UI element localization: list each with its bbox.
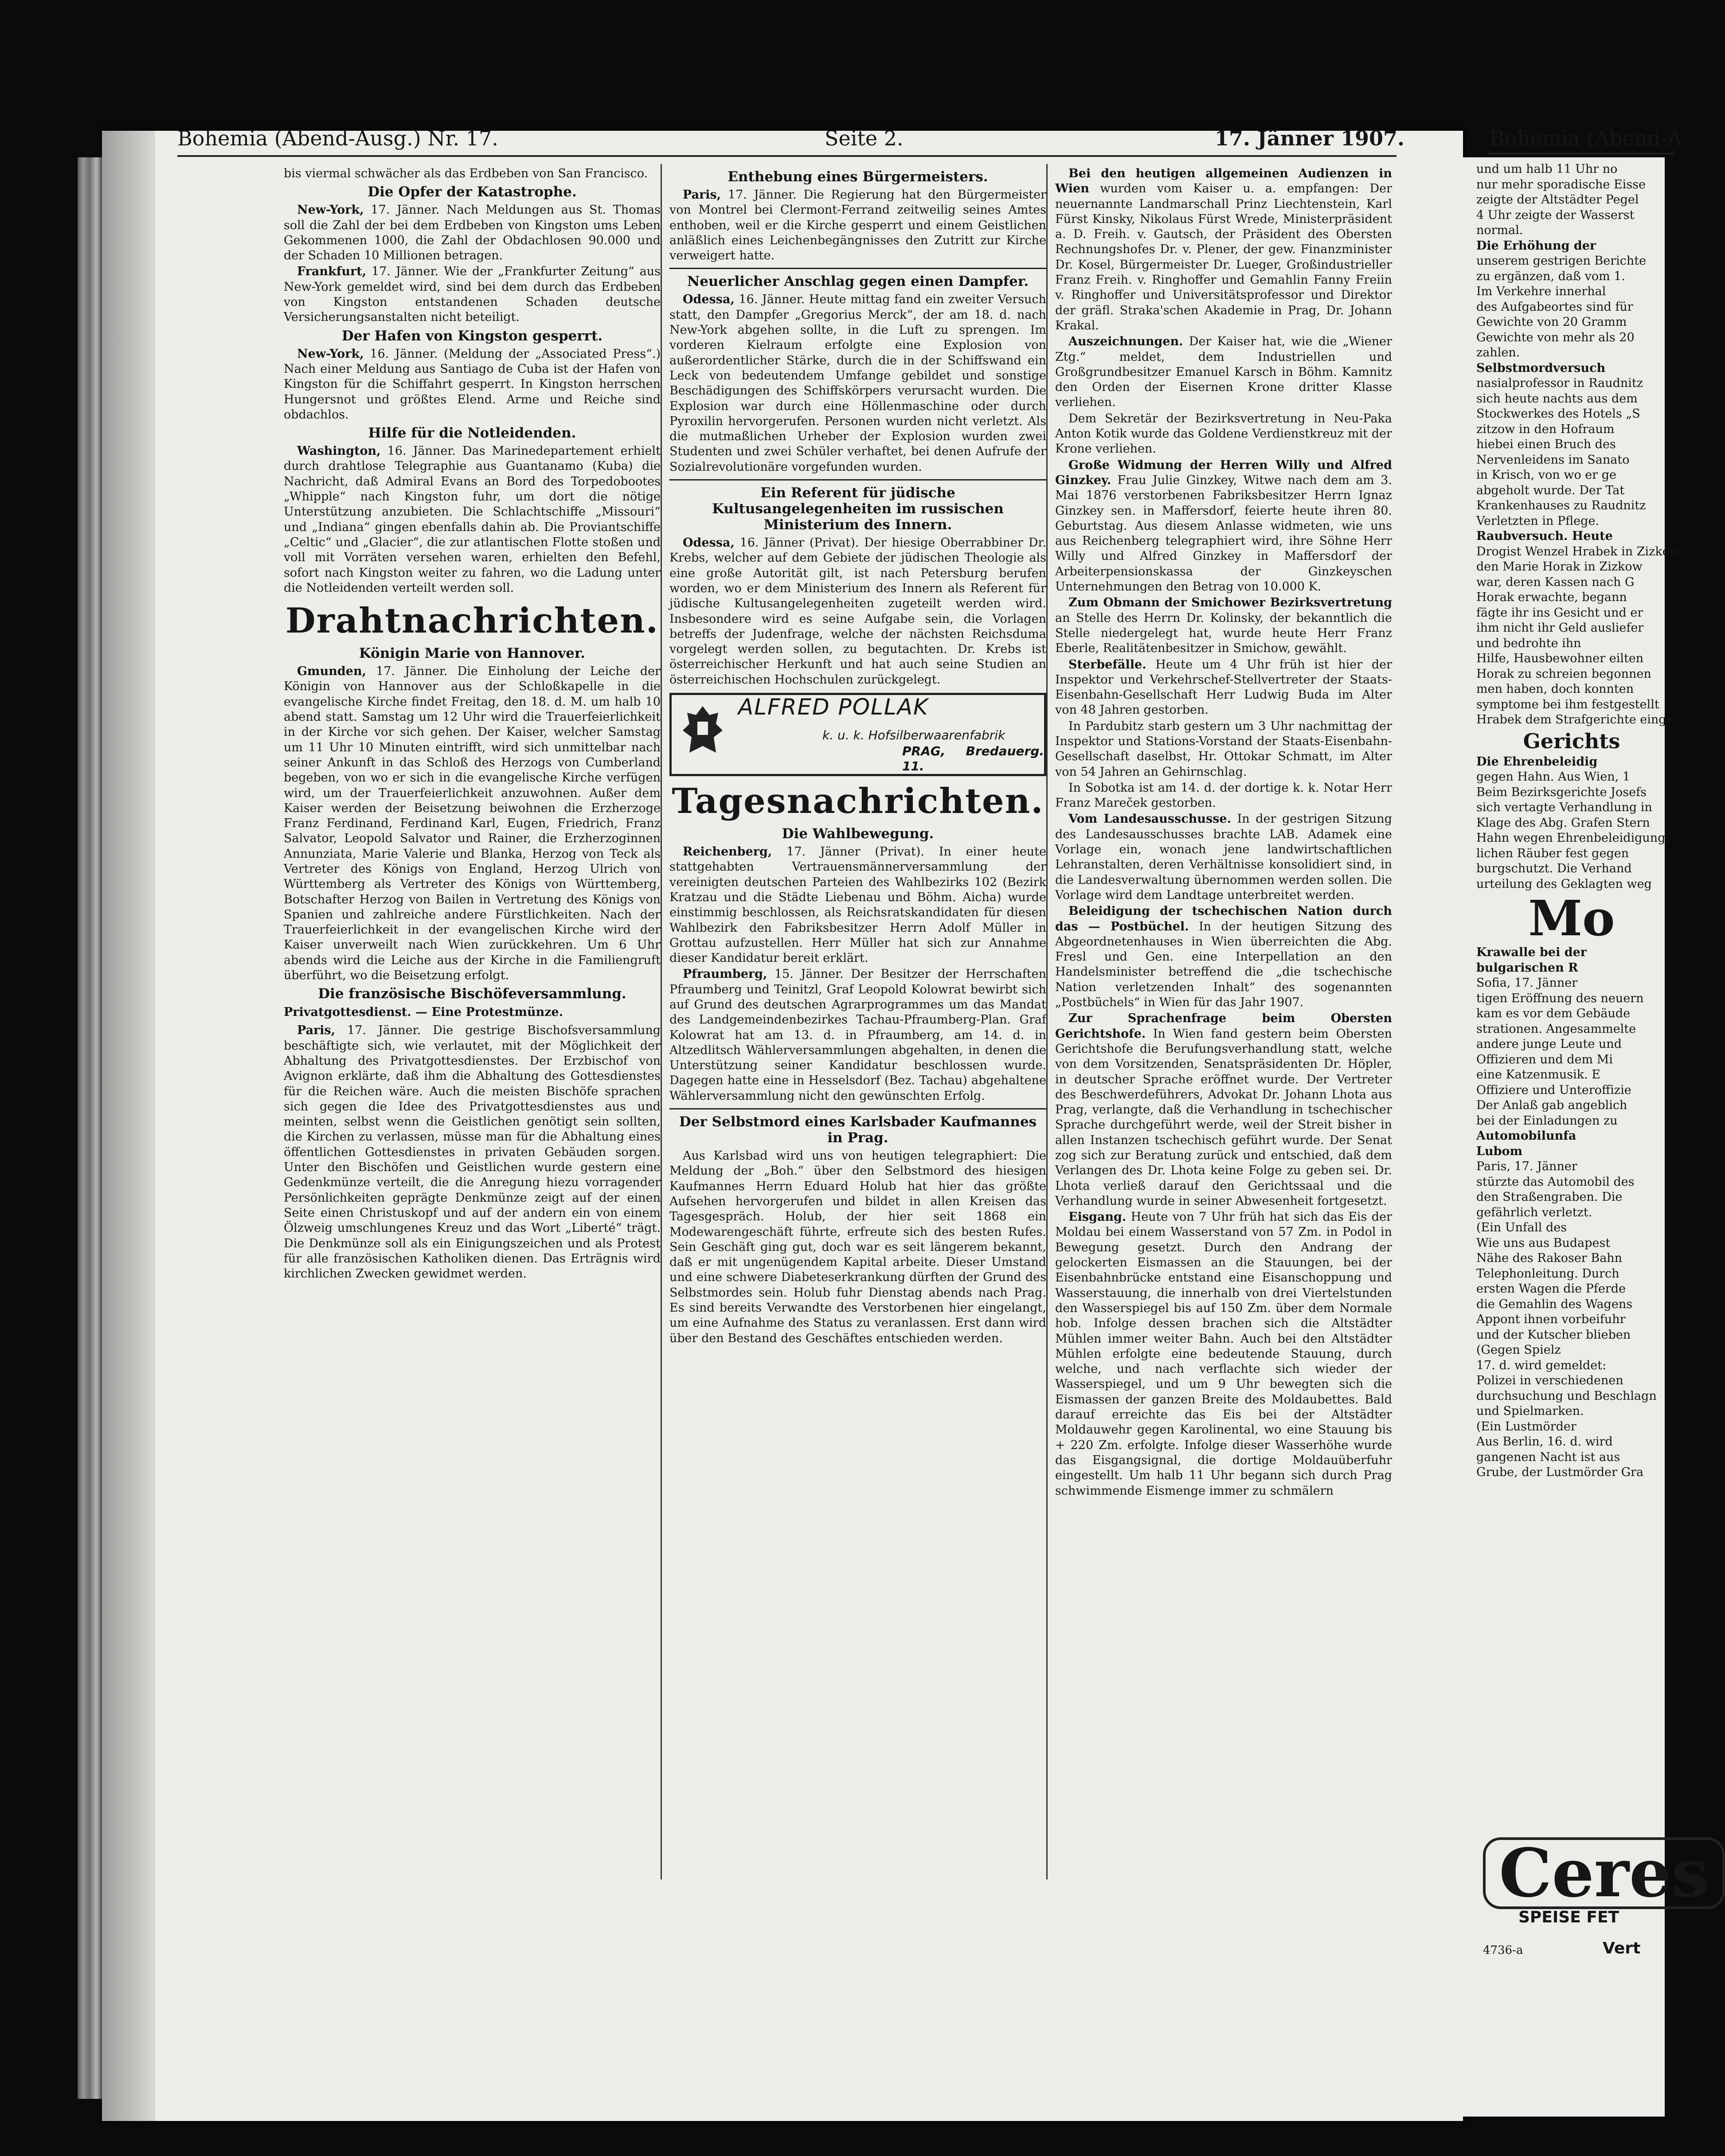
header-date: 17. Jänner 1907.	[1215, 126, 1405, 150]
next-page-line: Aus Berlin, 16. d. wird	[1476, 1435, 1613, 1449]
section-title-drahtnachrichten: Drahtnachrichten.	[286, 601, 659, 641]
article-text: Eisgang. Heute von 7 Uhr früh hat sich das Eis der Moldau bei einem Wasserstand von 57 Zm. in Podol in Bewegung gesetzt. Durch den Andrang der gelockerten Eismassen an die Stauungen, bei der Eisenbahnbrücke entstand eine Eisanschoppung und Wasserstauung, die innerhalb von drei Viertelstunden den Wasserspiegel bis auf 150 Zm. über dem Normale hob. Infolge dessen brachen sich die Altstädter Mühlen immer weiter Bahn. Auch bei den Altstädter Mühlen erfolgte eine bedeutende Stauung, durch welche, und nach verflachte sich wieder der Wasserspiegel, und um 9 Uhr bewegten sich die Eismassen der ganzen Breite des Moldaubettes. Bald darauf erreichte das Eis bei der Altstädter Moldauwehr gegen Karolinental, wo eine Stauung bis + 220 Zm. erfolgte. Infolge dieser Wasserhöhe wurde das Eisgangsignal, die dortige Moldauüberfuhr eingestellt. Um halb 11 Uhr begann sich durch Prag schwimmende Eismenge immer zu schmälern	[1055, 1210, 1392, 1498]
divider	[669, 268, 1046, 269]
next-page-line: zu ergänzen, daß vom 1.	[1476, 269, 1626, 283]
next-page-line: unserem gestrigen Berichte	[1476, 254, 1647, 268]
article-text: Odessa, 16. Jänner. Heute mittag fand ein zweiter Versuch statt, den Dampfer „Gregorius Merck“, der am 18. d. nach New-York abgehen sollte, in die Luft zu sprengen. Im vorderen Kielraum erfolgte eine Explosion von außerordentlicher Stärke, durch die in der Schiffswand ein Leck von bedeutendem Umfange gebildet und sonstige Beschädigungen des Schiffskörpers verursacht wurden. Die Explosion war durch eine Höllenmaschine oder durch Pyroxilin hervorgerufen. Personen wurden nicht verletzt. Als die mutmaßlichen Urheber der Explosion wurden zwei Studenten und zwei Schüler verhaftet, bei denen Aufrufe der Sozialrevolutionäre vorgefunden wurden.	[669, 293, 1046, 474]
column-separator-1	[661, 164, 662, 1879]
next-page-line: Verletzten in Pflege.	[1476, 514, 1600, 528]
next-page-line: eine Katzenmusik. E	[1476, 1068, 1600, 1082]
sub-heading: Privatgottesdienst. — Eine Protestmünze.	[284, 1005, 563, 1019]
next-page-line: Offiziere und Unteroffizie	[1476, 1083, 1631, 1097]
next-page-line: Krawalle bei der	[1476, 945, 1587, 959]
next-page-line: sich heute nachts aus dem	[1476, 391, 1638, 406]
next-page-line: Gerichts	[1523, 729, 1620, 753]
next-page-line: abgeholt wurde. Der Tat	[1476, 483, 1625, 497]
ceres-logo: Ceres	[1483, 1837, 1725, 1909]
next-page-line: (Ein Lustmörder	[1476, 1419, 1576, 1433]
ad-vert: Vert	[1603, 1939, 1641, 1957]
next-page-line: nur mehr sporadische Eisse	[1476, 177, 1646, 191]
header-title: Bohemia (Abend-Ausg.) Nr. 17.	[177, 126, 498, 150]
section-heading: Der Hafen von Kingston gesperrt.	[341, 328, 603, 344]
next-page-line: Mo	[1528, 890, 1615, 947]
section-heading: Die Opfer der Katastrophe.	[368, 184, 577, 200]
next-page-line: Stockwerkes des Hotels „S	[1476, 407, 1640, 421]
next-page-line: men haben, doch konnten	[1476, 682, 1634, 696]
next-page-fragment	[1456, 126, 1709, 2117]
article-text: In Pardubitz starb gestern um 3 Uhr nachmittag der Inspektor und Stations-Vorstand der Staats-Eisenbahn-Gesellschaft daselbst, Hr. Ottokar Schmatt, im Alter von 54 Jahren an Gehirnschlag.	[1055, 719, 1392, 779]
next-page-line: strationen. Angesammelte	[1476, 1022, 1636, 1036]
next-page-line: den Marie Horak in Zizkow	[1476, 560, 1643, 574]
next-page-line: gegen Hahn. Aus Wien, 1	[1476, 770, 1631, 784]
next-page-line: war, deren Kassen nach G	[1476, 575, 1635, 589]
next-page-line: Appont ihnen vorbeifuhr	[1476, 1312, 1626, 1326]
crest-icon	[681, 704, 725, 757]
next-page-line: ihm nicht ihr Geld ausliefer	[1476, 621, 1644, 635]
next-page-line: zitzow in den Hofraum	[1476, 422, 1615, 436]
next-page-line: die Gemahlin des Wagens	[1476, 1297, 1633, 1311]
next-page-line: bulgarischen R	[1476, 961, 1578, 975]
next-page-line: Krankenhauses zu Raudnitz	[1476, 499, 1646, 512]
article-text: Zum Obmann der Smichower Bezirksvertretung an Stelle des Herrn Dr. Kolinsky, der bekanntlich die Stelle niedergelegt hat, wurde heute Herr Franz Eberle, Realitätenbesitzer in Smichow, gewählt.	[1055, 596, 1392, 656]
section-heading: Hilfe für die Notleidenden.	[368, 425, 576, 441]
section-heading: Der Selbstmord eines Karlsbader Kaufmannes in Prag.	[679, 1114, 1037, 1146]
next-page-line: nasialprofessor in Raudnitz	[1476, 376, 1643, 390]
next-page-line: Sofia, 17. Jänner	[1476, 976, 1578, 990]
article-text: New-York, 17. Jänner. Nach Meldungen aus St. Thomas soll die Zahl der bei dem Erdbeben von Kingston ums Leben Gekommenen 1000, die Zahl der Obdachlosen 90.000 und der Schaden 10 Millionen betragen.	[284, 203, 661, 263]
section-title-tagesnachrichten: Tagesnachrichten.	[672, 781, 1044, 822]
article-text: Washington, 16. Jänner. Das Marinedepartement erhielt durch drahtlose Telegraphie aus Guantanamo (Kuba) die Nachricht, daß Admiral Evans an Bord des Torpedobootes „Whipple“ nach Kingston fuhr, um dort die nötige Unterstützung anzubieten. Die Schlachtschiffe „Missouri“ und „Indiana“ gingen ebenfalls dahin ab. Die Proviantschiffe „Celtic“ und „Glacier“, die zur atlantischen Flotte stoßen und voll mit Vorräten versehen waren, erhielten den Befehl, sofort nach Kingston weiter zu fahren, wo die Ladung unter die Notleidenden verteilt werden soll.	[284, 444, 661, 595]
next-page-line: zahlen.	[1476, 346, 1520, 359]
next-page-line: gangenen Nacht ist aus	[1476, 1450, 1620, 1464]
next-page-line: des Aufgabeortes sind für	[1476, 300, 1633, 314]
next-page-line: zeigte der Altstädter Pegel	[1476, 193, 1639, 207]
next-page-line: andere junge Leute und	[1476, 1037, 1622, 1051]
next-page-lines	[1476, 162, 1680, 1480]
next-page-line: Drogist Wenzel Hrabek in Zizkow	[1476, 544, 1680, 559]
section-heading: Königin Marie von Hannover.	[359, 645, 586, 662]
next-page-line: Raubversuch. Heute	[1476, 529, 1613, 543]
article-text: Frankfurt, 17. Jänner. Wie der „Frankfurter Zeitung“ aus New-York gemeldet wird, sind bei dem durch das Erdbeben von Kingston entstandenen Schaden deutsche Versicherungsanstalten nicht beteiligt.	[284, 265, 661, 324]
next-page-line: Grube, der Lustmörder Gra	[1476, 1465, 1644, 1479]
page-header	[177, 126, 1405, 153]
article-text: Paris, 17. Jänner. Die Regierung hat den Bürgermeister von Montrel bei Clermont-Ferrand zeitweilig seines Amtes enthoben, weil er die Kirche gesperrt und einem Geistlichen anläßlich eines Leichenbegängnisses den Zutritt zur Kirche verweigert hatte.	[669, 188, 1047, 263]
section-heading: Die Wahlbewegung.	[782, 826, 934, 842]
advertisement-pollak	[669, 693, 1046, 776]
column-1	[284, 166, 661, 1282]
next-page-line: tigen Eröffnung des neuern	[1476, 991, 1644, 1005]
article-text: Beleidigung der tschechischen Nation durch das — Postbüchel. In der heutigen Sitzung des Abgeordnetenhauses in Wien überreichten die Abg. Fresl und Gen. eine Interpellation an den Handelsminister betreffend die „die tschechische Nation verletzenden Inhalt“ des sogenannten „Postbüchels“ in Wien für das Jahr 1907.	[1055, 904, 1392, 1010]
article-text: Paris, 17. Jänner. Die gestrige Bischofsversammlung beschäftigte sich, wie verlautet, mit der Möglichkeit der Abhaltung des Privatgottesdienstes. Der Erzbischof von Avignon erklärte, daß ihm die Abhaltung des Gottesdienstes für die Reichen wäre. Auch die meisten Bischöfe sprachen sich gegen die Idee des Privatgottesdienstes aus und meinten, selbst wenn die Geistlichen genötigt sein sollten, die Kirchen zu verlassen, müsse man für die Abhaltung eines öffentlichen Gottesdienstes in privaten Gebäuden sorgen. Unter den Bischöfen und Geistlichen wurde gestern eine Gedenkmünze verteilt, die die Anregung hiezu vorragender Persönlichkeiten geprägte Denkmünze zeigt auf der einen Seite einen Christuskopf und auf der andern ein von einem Ölzweig umschlungenes Kreuz und das Wort „Liberté“ trägt. Die Denkmünze soll als ein Einigungszeichen und als Protest für alle französischen Katholiken dienen. Das Erträgnis wird kirchlichen Zwecken gewidmet werden.	[284, 1023, 661, 1281]
header-page-number: Seite 2.	[825, 126, 904, 150]
next-page-line: fägte ihr ins Gesicht und er	[1476, 605, 1643, 620]
article-text: Auszeichnungen. Der Kaiser hat, wie die „Wiener Ztg.“ meldet, dem Industriellen und Großgrundbesitzer Emanuel Karsch in Böhm. Kamnitz den Orden der Eisernen Krone dritter Klasse verliehen.	[1055, 335, 1392, 410]
next-page-line: Wie uns aus Budapest	[1476, 1236, 1611, 1250]
section-heading: Enthebung eines Bürgermeisters.	[728, 169, 988, 185]
next-page-line: Hahn wegen Ehrenbeleidigung	[1476, 831, 1666, 845]
section-heading: Neuerlicher Anschlag gegen einen Dampfer.	[687, 273, 1029, 290]
next-page-line: Selbstmordversuch	[1476, 361, 1606, 375]
next-page-line: Die Ehrenbeleidig	[1476, 754, 1598, 769]
next-page-line: und Spielmarken.	[1476, 1404, 1584, 1418]
next-page-line: sich vertagte Verhandlung in	[1476, 801, 1652, 814]
next-page-line: symptome bei ihm festgestellt	[1476, 697, 1659, 711]
next-page-line: und der Kutscher blieben	[1476, 1328, 1631, 1342]
next-page-line: burgschutzt. Die Verhand	[1476, 862, 1632, 875]
next-page-line: Horak erwachte, begann	[1476, 590, 1627, 604]
next-page-line: durchsuchung und Beschlagn	[1476, 1389, 1657, 1403]
article-text: bis viermal schwächer als das Erdbeben von San Francisco.	[284, 167, 648, 180]
next-page-line: ersten Wagen die Pferde	[1476, 1282, 1626, 1296]
divider	[669, 479, 1046, 480]
next-page-line: Der Anlaß gab angeblich	[1476, 1098, 1627, 1112]
column-2	[669, 166, 1046, 1347]
next-page-line: urteilung des Geklagten weg	[1476, 877, 1652, 891]
article-text: Große Widmung der Herren Willy und Alfred Ginzkey. Frau Julie Ginzkey, Witwe nach dem am 3. Mai 1876 verstorbenen Fabriksbesitzer Herrn Ignaz Ginzkey sen. in Maffersdorf, feierte heute ihren 80. Geburtstag. Aus diesem Anlasse widmeten, wie uns aus Reichenberg telegraphiert wird, ihre Söhne Herr Willy und Alfred Ginzkey in Maffersdorf der Arbeiterpensionskassa der Ginzkeyschen Unternehmungen den Betrag von 10.000 K.	[1055, 458, 1392, 594]
next-page-line: Beim Bezirksgerichte Josefs	[1476, 785, 1647, 799]
next-page-line: den Straßengraben. Die	[1476, 1190, 1623, 1204]
next-page-line: 17. d. wird gemeldet:	[1476, 1358, 1607, 1372]
article-text: Vom Landesausschusse. In der gestrigen Sitzung des Landesausschusses brachte LAB. Adamek eine Vorlage ein, wonach jene landwirtschaftlichen Lehranstalten, deren Verhältnisse konsolidiert sind, in die Landesverwaltung übernommen werden sollen. Die Vorlage wird dem Landtage unterbreitet werden.	[1055, 812, 1392, 902]
next-page-line: und um halb 11 Uhr no	[1476, 162, 1618, 176]
next-page-line: Nähe des Rakoser Bahn	[1476, 1251, 1623, 1265]
next-page-line: (Ein Unfall des	[1476, 1221, 1567, 1234]
next-page-line: Lubom	[1476, 1144, 1523, 1158]
article-text: Sterbefälle. Heute um 4 Uhr früh ist hier der Inspektor und Verkehrschef-Stellvertreter der Staats-Eisenbahn-Gesellschaft Herr Ludwig Buda im Alter von 48 Jahren gestorben.	[1055, 657, 1392, 717]
article-text: Pfraumberg, 15. Jänner. Der Besitzer der Herrschaften Pfraumberg und Teinitzl, Graf Leopold Kolowrat bewirbt sich auf Grund des deutschen Agrarprogrammes um das Mandat des Landgemeindenbezirkes Tachau-Pfraumberg-Plan. Graf Kolowrat hat am 13. d. in Pfraumberg, am 14. d. in Altzedlitsch Wählerversammlungen abgehalten, in denen die Unterstützung seiner Kandidatur beschlossen wurde. Dagegen hatte eine in Hesselsdorf (Bez. Tachau) abgehaltene Wählerversammlung nicht den gewünschten Erfolg.	[669, 967, 1046, 1103]
next-page-line: Die Erhöhung der	[1476, 238, 1596, 253]
next-page-line: Nervenleidens im Sanato	[1476, 453, 1630, 467]
article-text: Zur Sprachenfrage beim Obersten Gerichtshofe. In Wien fand gestern beim Obersten Gerichtshofe die Berufungsverhandlung statt, welche von dem Vorsitzenden, Senatspräsidenten Dr. Höpler, in deutscher Sprache eröffnet wurde. Der Vertreter des Beschwerdeführers, Advokat Dr. Johann Lhota aus Prag, verlangte, daß die Verhandlung in tschechischer Sprache durchgeführt werde, weil der Streit bisher in allen Instanzen tschechisch geführt wurde. Der Senat zog sich zur Beratung zurück und entschied, daß dem Verlangen des Dr. Lhota keine Folge zu geben sei. Dr. Lhota verließ darauf den Gerichtssaal und die Verhandlung wurde in seiner Abwesenheit fortgesetzt.	[1055, 1012, 1392, 1208]
header-rule	[177, 155, 1396, 157]
next-page-line: und bedrohte ihn	[1476, 636, 1581, 650]
next-page-rule	[1487, 153, 1674, 154]
ad-number: 4736-a	[1483, 1944, 1523, 1957]
next-page-line: Hilfe, Hausbewohner eilten	[1476, 652, 1644, 665]
ad-address: PRAG, Bredauerg. 11.	[902, 744, 1044, 774]
next-page-line: stürzte das Automobil des	[1476, 1175, 1635, 1189]
next-page-line: Automobilunfa	[1476, 1129, 1576, 1143]
next-page-line: Paris, 17. Jänner	[1476, 1160, 1577, 1173]
next-page-line: lichen Räuber fest gegen	[1476, 846, 1629, 860]
next-page-line: (Gegen Spielz	[1476, 1343, 1561, 1357]
article-text: Bei den heutigen allgemeinen Audienzen in Wien wurden vom Kaiser u. a. empfangen: Der neuernannte Landmarschall Prinz Liechtenstein, Karl Fürst Kinsky, Nikolaus Fürst Wrede, Ministerpräsident a. D. Freih. v. Gautsch, der Präsident des Obersten Rechnungshofes Dr. v. Plener, der gew. Finanzminister Dr. Kosel, Bürgermeister Dr. Lueger, Großindustrieller Franz Freih. v. Ringhoffer und Gemahlin Fanny Freiin v. Ringhoffer und Universitätsprofessor und Direktor der gräfl. Straka'schen Akademie in Prag, Dr. Johann Krakal.	[1055, 167, 1392, 332]
next-page-line: 4 Uhr zeigte der Wasserst	[1476, 208, 1635, 222]
next-page-line: Hrabek dem Strafgerichte einge	[1476, 713, 1674, 726]
column-separator-2	[1046, 164, 1048, 1879]
next-page-line: kam es vor dem Gebäude	[1476, 1007, 1631, 1020]
article-text: Odessa, 16. Jänner (Privat). Der hiesige Oberrabbiner Dr. Krebs, welcher auf dem Gebiete der jüdischen Theologie als eine große Autorität gilt, ist nach Petersburg berufen worden, wo er dem Ministerium des Innern als Referent für jüdische Kultusangelegenheiten zugeteilt werden wird. Insbesondere wird es seine Aufgabe sein, die Vorlagen betreffs der Judenfrage, welche der nächsten Reichsduma vorgelegt werden sollen, zu begutachten. Dr. Krebs ist österreichischer Herkunft und hat auch seine Studien an österreichischen Hochschulen zurückgelegt.	[669, 536, 1046, 687]
article-text: Reichenberg, 17. Jänner (Privat). In einer heute stattgehabten Vertrauensmännerversammlung der vereinigten deutschen Parteien des Wahlbezirks 102 (Bezirk Kratzau und die Städte Liebenau und Böhm. Aicha) wurde einstimmig beschlossen, als Reichsratskandidaten für diesen Wahlbezirk den Fabriksbesitzer Herrn Adolf Müller in Grottau aufzustellen. Herr Müller hat sich zur Annahme dieser Kandidatur bereit erklärt.	[669, 845, 1046, 965]
article-text: Gmunden, 17. Jänner. Die Einholung der Leiche der Königin von Hannover aus der Schloßkapelle in die evangelische Kirche findet Freitag, den 18. d. M. um halb 10 abend statt. Samstag um 12 Uhr wird die Trauerfeierlichkeit in der Kirche vor sich gehen. Der Kaiser, welcher Samstag um 11 Uhr 10 Minuten eintrifft, wird sich unmittelbar nach seiner Ankunft in das Schloß des Herzogs von Cumberland begeben, von wo er sich in die evangelische Kirche verfügen wird, um der Trauerfeierlichkeit anzuwohnen. Außer dem Kaiser werden der Beisetzung beiwohnen die Erzherzoge Franz Ferdinand, Ferdinand Karl, Eugen, Friedrich, Franz Salvator, Leopold Salvator und Rainer, die Erzherzoginnen Annunziata, Marie Valerie und Blanka, Herzog von Teck als Vertreter des Königs von England, Herzog Ulrich von Württemberg als Vertreter des Königs von Württemberg, Botschafter Herzog von Bailen in Vertretung des Königs von Spanien und zahlreiche andere Fürstlichkeiten. Nach der Trauerfeierlichkeit in der evangelischen Kirche wird der Kaiser unverweilt nach Wien zurückkehren. Um 6 Uhr abends wird die Leiche aus der Kirche in die Familiengruft überführt, wo die Beisetzung erfolgt.	[284, 664, 661, 983]
next-page-line: Im Verkehre innerhal	[1476, 285, 1606, 298]
column-3	[1055, 166, 1392, 1500]
next-page-line: Gewichte von 20 Gramm	[1476, 315, 1627, 329]
next-page-line: gefährlich verletzt.	[1476, 1205, 1592, 1219]
next-page-line: Klage des Abg. Grafen Stern	[1476, 816, 1650, 830]
next-page-header: Bohemia (Abend-A	[1490, 126, 1682, 150]
ad-company-name: ALFRED POLLAK	[738, 694, 929, 720]
section-heading: Ein Referent für jüdische Kultusangelegenheiten im russischen Ministerium des Innern.	[712, 485, 1004, 533]
next-page-line: normal.	[1476, 223, 1523, 237]
next-page-line: Gewichte von mehr als 20	[1476, 330, 1635, 344]
book-stack-edge	[78, 157, 104, 2099]
page-binding-edge	[102, 131, 155, 2121]
next-page-line: Offizieren und dem Mi	[1476, 1052, 1613, 1066]
next-page-line: Horak zu schreien begonnen	[1476, 667, 1651, 681]
article-text: New-York, 16. Jänner. (Meldung der „Associated Press“.) Nach einer Meldung aus Santiago de Cuba ist der Hafen von Kingston für die Schiffahrt gesperrt. In Kingston herrschen Hungersnot und größtes Elend. Arme und Reiche sind obdachlos.	[284, 347, 661, 422]
ad-subtitle: k. u. k. Hofsilberwaarenfabrik	[822, 728, 1005, 743]
article-text: In Sobotka ist am 14. d. der dortige k. k. Notar Herr Franz Mareček gestorben.	[1055, 781, 1392, 810]
ceres-subtitle: SPEISE FET	[1518, 1908, 1619, 1926]
article-text: Dem Sekretär der Bezirksvertretung in Neu-Paka Anton Kotik wurde das Goldene Verdienstkreuz mit der Krone verliehen.	[1055, 411, 1392, 456]
divider	[669, 1108, 1046, 1109]
article-text: Aus Karlsbad wird uns von heutigen telegraphiert: Die Meldung der „Boh.“ über den Selbstmord des hiesigen Kaufmannes Herrn Eduard Holub hat hier das größte Aufsehen hervorgerufen und bildet in allen Kreisen das Tagesgespräch. Holub, der hier seit 1868 ein Modewarengeschäft führte, erfreute sich des besten Rufes. Sein Geschäft ging gut, doch war es seit längerem bekannt, daß er mit ungenügendem Kapital arbeite. Dieser Umstand und eine schwere Diabeteserkrankung dürften der Grund des Selbstmordes sein. Holub fuhr Dienstag abends nach Prag. Es sind bereits Verwandte des Verstorbenen hier eingelangt, um eine Aufnahme des Status zu veranlassen. Erst dann wird über den Bestand des Geschäftes entschieden werden.	[669, 1149, 1046, 1345]
next-page-line: in Krisch, von wo er ge	[1476, 468, 1617, 482]
next-page-line: Telephonleitung. Durch	[1476, 1266, 1619, 1281]
next-page-line: bei der Einladungen zu	[1476, 1113, 1618, 1128]
next-page-line: Polizei in verschiedenen	[1476, 1374, 1623, 1387]
next-page-line: hiebei einen Bruch des	[1476, 437, 1616, 451]
section-heading: Die französische Bischöfeversammlung.	[318, 986, 626, 1002]
